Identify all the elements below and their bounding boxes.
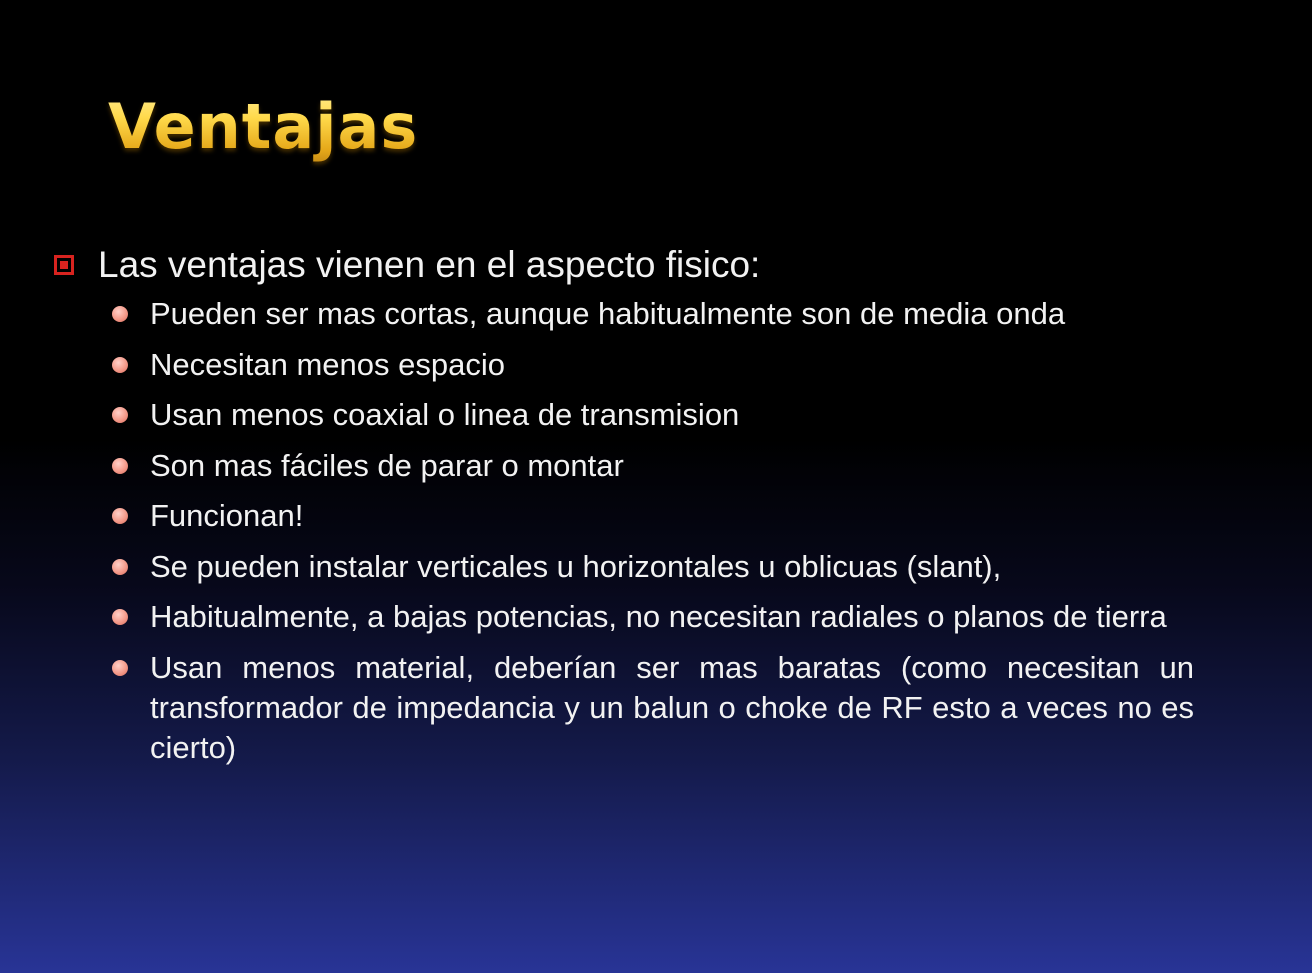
list-item-text: Se pueden instalar verticales u horizontales u oblicuas (slant), bbox=[150, 548, 1002, 584]
list-item-text: Funcionan! bbox=[150, 498, 304, 533]
list-item-text: Usan menos coaxial o linea de transmision bbox=[150, 397, 740, 432]
list-item-text: Usan menos material, deberían ser mas baratas (como necesitan un transformador de impedancia y un balun o choke de RF esto a veces no es cierto) bbox=[150, 649, 1194, 765]
round-bullet-icon bbox=[112, 306, 128, 322]
list-item bbox=[110, 345, 1194, 385]
round-bullet-icon bbox=[112, 609, 128, 625]
round-bullet-icon bbox=[112, 559, 128, 575]
list-item bbox=[110, 395, 1194, 435]
round-bullet-icon bbox=[112, 407, 128, 423]
sub-bullet-list bbox=[54, 294, 1244, 768]
list-item bbox=[110, 648, 1194, 768]
slide-title: Ventajas bbox=[108, 82, 418, 172]
main-bullet-item bbox=[54, 240, 1244, 290]
round-bullet-icon bbox=[112, 508, 128, 524]
list-item bbox=[110, 597, 1194, 637]
round-bullet-icon bbox=[112, 458, 128, 474]
square-bullet-icon bbox=[54, 255, 74, 275]
list-item-text: Habitualmente, a bajas potencias, no necesitan radiales o planos de tierra bbox=[150, 599, 1167, 634]
list-item bbox=[110, 496, 1194, 536]
list-item-text: Son mas fáciles de parar o montar bbox=[150, 447, 624, 483]
main-bullet-text: Las ventajas vienen en el aspecto fisico: bbox=[98, 244, 761, 285]
round-bullet-icon bbox=[112, 357, 128, 373]
list-item bbox=[110, 547, 1194, 587]
round-bullet-icon bbox=[112, 660, 128, 676]
slide-content bbox=[54, 240, 1244, 778]
list-item bbox=[110, 294, 1194, 334]
list-item-text: Pueden ser mas cortas, aunque habitualmente son de media onda bbox=[150, 296, 1066, 331]
list-item-text: Necesitan menos espacio bbox=[150, 346, 505, 382]
list-item bbox=[110, 446, 1194, 486]
